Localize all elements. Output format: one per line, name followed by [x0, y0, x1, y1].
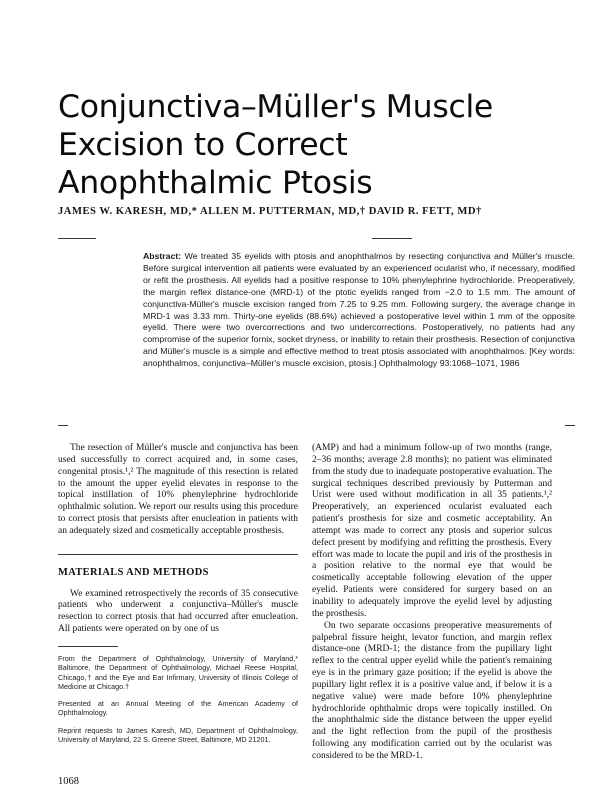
section-rule	[58, 554, 298, 555]
author-line: JAMES W. KARESH, MD,* ALLEN M. PUTTERMAN, MD,† DAVID R. FETT, MD†	[58, 206, 482, 217]
title-line-3: Anophthalmic Ptosis	[58, 165, 373, 201]
abstract-text: We treated 35 eyelids with ptosis and anophthalmos by resecting conjunctiva and Müller's muscle. Before surgical intervention all patients were evaluated by an experienced ocularist who, if necessary, modified or refit the prosthesis. All eyelids had a positive response to 10% phenylephrine hydrochloride. Preoperatively, the margin reflex distance-one (MRD-1) of the ptotic eyelids ranged from −2.0 to 1.5 mm. The amount of conjunctiva-Müller's muscle excision ranged from 7.25 to 9.25 mm. Following surgery, the average change in MRD-1 was 3.33 mm. Thirty-one eyelids (88.6%) achieved a postoperative level within 1 mm of the opposite eyelid. There were two overcorrections and two undercorrections. Postoperatively, no patients had any compromise of the superior fornix, socket dryness, or inability to retain their prosthesis. Resection of conjunctiva and Müller's muscle is a simple and effective method to treat ptosis associated with anophthalmos. [Key words: anophthalmos, conjunctiva–Müller's muscle excision, ptosis.] Ophthalmology 93:1068–1071, 1986	[143, 251, 575, 369]
footnote-rule	[58, 646, 118, 647]
author-rule-right	[372, 238, 412, 239]
left-column	[58, 443, 298, 744]
title-line-2: Excision to Correct	[58, 127, 348, 163]
right-paragraph-1: (AMP) and had a minimum follow-up of two months (range, 2–36 months; average 2.8 months); no patient was eliminated from the study due to inadequate postoperative evaluation. The surgical techniques described previously by Putterman and Urist were used without modification in all 35 patients.¹,² Preoperatively, an experienced ocularist evaluated each patient's prosthesis for size and cosmetic acceptability. An attempt was made to correct any ptosis and superior sulcus defect present by modifying and refitting the prosthesis. Every effort was made to locate the pupil and iris of the prosthesis in a position relative to the normal eye that would be cosmetically acceptable following elevation of the upper eyelid. Patients were considered for surgery based on an inability to adequately improve the eyelid level by adjusting the prosthesis.	[312, 443, 552, 619]
article-title	[58, 88, 558, 202]
footnote-presented: Presented at an Annual Meeting of the American Academy of Ophthalmology.	[58, 699, 298, 718]
footnote-affiliation: From the Department of Ophthalmology, University of Maryland,* Baltimore, the Department of Ophthalmology, Michael Reese Hospital, Chicago,† and the Eye and Ear Infirmary, University of Illinois College of Medicine at Chicago.†	[58, 653, 298, 691]
abstract	[143, 251, 575, 370]
abstract-label: Abstract:	[143, 251, 182, 261]
separator-mark-left	[58, 425, 68, 426]
intro-paragraph: The resection of Müller's muscle and conjunctiva has been used successfully to correct acquired and, in some cases, congenital ptosis.¹,² The magnitude of this resection is related to the amount the upper eyelid elevates in response to the topical instillation of 10% phenylephrine hydrochloride ophthalmic solution. We report our results using this procedure to correct ptosis that persists after enucleation in patients with an adequately sized and cosmetically acceptable prosthesis.	[58, 443, 298, 536]
right-paragraph-2: On two separate occasions preoperative measurements of palpebral fissure height, levator function, and margin reflex distance-one (MRD-1; the distance from the pupillary light reflex to the central upper eyelid while the patient's remaining eye is in the primary gaze position; if the eyelid is above the pupillary light reflex it is a positive value and, if below it is a negative value) were made before 10% phenylephrine hydrochloride ophthalmic drops were topically instilled. On the anophthalmic side the distance between the upper eyelid and the light reflection from the pupil of the prosthesis following any modification carried out by the ocularist was considered to be the MRD-1.	[312, 620, 552, 761]
author-rule-left	[58, 238, 96, 239]
right-column	[312, 443, 552, 763]
page-number: 1068	[58, 776, 79, 787]
title-line-1: Conjunctiva–Müller's Muscle	[58, 89, 493, 125]
methods-paragraph: We examined retrospectively the records of 35 consecutive patients who underwent a conjunctiva–Müller's muscle resection to correct ptosis that had occurred after enucleation. All patients were operated on by one of us	[58, 588, 298, 635]
separator-mark-right	[565, 425, 575, 426]
footnote-reprints: Reprint requests to James Karesh, MD, Department of Ophthalmology, University of Maryland, 22 S. Greene Street, Baltimore, MD 21201.	[58, 725, 298, 745]
section-heading: MATERIALS AND METHODS	[58, 566, 209, 578]
